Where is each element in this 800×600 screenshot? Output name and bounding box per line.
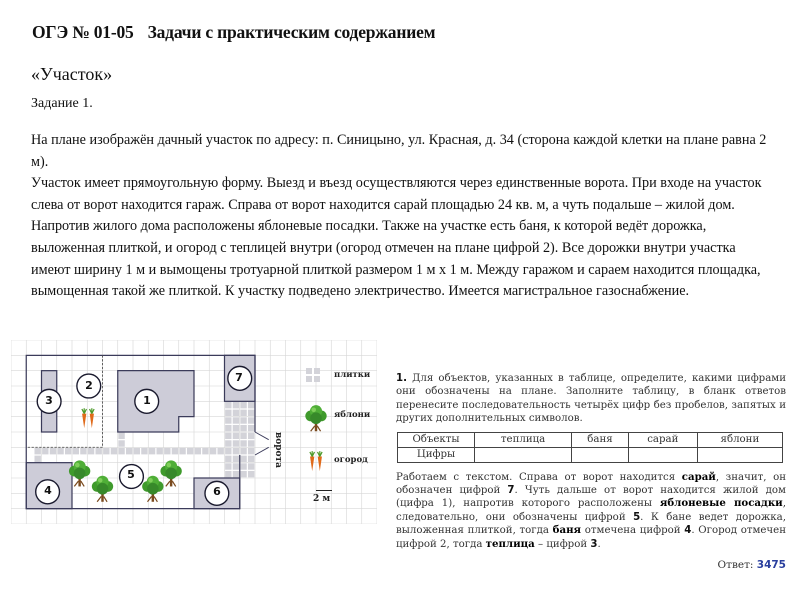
problem-paragraph-1: На плане изображён дачный участок по адресу: п. Синицыно, ул. Красная, д. 34 (сторона каждой клетки на плане равна 2 м). — [31, 132, 767, 170]
objects-table — [397, 432, 783, 463]
marker-3: 3 — [45, 394, 53, 407]
marker-7: 7 — [235, 371, 243, 384]
legend-apple-label: яблони — [334, 410, 371, 420]
digit-cell[interactable] — [628, 447, 697, 462]
object-cell: яблони — [697, 432, 782, 447]
problem-text — [31, 130, 776, 303]
title-text: Задачи с практическим содержанием — [147, 22, 436, 42]
table-row — [398, 432, 783, 447]
problem-paragraph-2: Участок имеет прямоугольную форму. Выезд и въезд осуществляются через единственные ворота. При входе на участок слева от ворот находится гараж. Справа от ворот находится сарай площадью 24 кв. м, а чуть подальше – жилой дом. Напротив жилого дома расположены яблоневые посадки. Также на участке есть баня, к которой ведёт дорожка, выложенная плиткой, и огород с теплицей внутри (огород отмечен на плане цифрой 2). Все дорожки внутри участка имеют ширину 1 м и вымощены тротуарной плиткой размером 1 м х 1 м. Между гаражом и сараем находится площадка, вымощенная такой же плиткой. К участку подведено электричество. Имеется магистральное газоснабжение. — [31, 175, 762, 300]
solution-part: . — [597, 538, 601, 550]
plan-labels — [11, 340, 377, 524]
question-number: 1. — [396, 373, 407, 384]
marker-6: 6 — [213, 485, 221, 498]
solution-bold: 4 — [684, 525, 692, 537]
solution-part: . Огород отмечен цифрой 2, тогда — [396, 525, 786, 550]
solution-text — [396, 471, 786, 551]
solution-bold: сарай — [681, 470, 716, 483]
subtitle: «Участок» — [31, 64, 113, 84]
marker-4: 4 — [44, 484, 52, 497]
legend-garden-label: огород — [334, 455, 368, 465]
digit-cell[interactable] — [475, 447, 572, 462]
question-panel — [396, 372, 786, 572]
object-cell: баня — [572, 432, 629, 447]
row-header-objects: Объекты — [398, 432, 475, 447]
question-body: Для объектов, указанных в таблице, определите, какими цифрами они обозначены на плане. Заполните таблицу, в бланк ответов перенесите последовательность четырёх цифр без пробелов, запятых и других дополнительных символов. — [396, 373, 786, 425]
gate-label: ворота — [273, 432, 283, 468]
answer-value: 3475 — [756, 559, 786, 572]
row-header-digits: Цифры — [398, 447, 475, 462]
question-text — [396, 372, 786, 426]
marker-5: 5 — [127, 468, 135, 481]
answer — [396, 559, 786, 572]
marker-1: 1 — [143, 394, 151, 407]
solution-bold: 5 — [633, 511, 641, 523]
object-cell: сарай — [628, 432, 697, 447]
solution-part: . К бане ведет дорожка, выложенная плиткой, тогда — [396, 511, 786, 537]
scale-label: 2 м — [313, 494, 331, 504]
solution-part: . Чуть дальше от ворот находится жилой дом (цифра 1), напротив которого расположены — [396, 485, 786, 510]
solution-bold: 7 — [507, 485, 515, 497]
table-row — [398, 447, 783, 462]
answer-label: Ответ: — [717, 559, 754, 572]
digit-cell[interactable] — [697, 447, 782, 462]
solution-part: , значит, он обозначен цифрой — [396, 471, 786, 497]
solution-bold: теплица — [485, 537, 535, 550]
solution-part: Работаем с текстом. Справа от ворот находится — [396, 471, 682, 483]
solution-bold: яблоневые посадки — [659, 497, 783, 510]
solution-part: , следовательно, они обозначены цифрой — [396, 498, 786, 523]
solution-bold: 3 — [590, 538, 598, 550]
task-label: Задание 1. — [31, 96, 93, 111]
marker-2: 2 — [85, 379, 93, 392]
digit-cell[interactable] — [572, 447, 629, 462]
solution-part: отмечена цифрой — [581, 525, 685, 537]
solution-bold: баня — [552, 524, 582, 537]
legend-tiles-label: плитки — [334, 370, 371, 380]
page-title — [32, 22, 435, 43]
title-code: ОГЭ № 01-05 — [32, 22, 134, 42]
object-cell: теплица — [475, 432, 572, 447]
scale-bar — [316, 490, 332, 491]
tiles-icon — [306, 368, 320, 382]
solution-part: – цифрой — [534, 538, 591, 550]
